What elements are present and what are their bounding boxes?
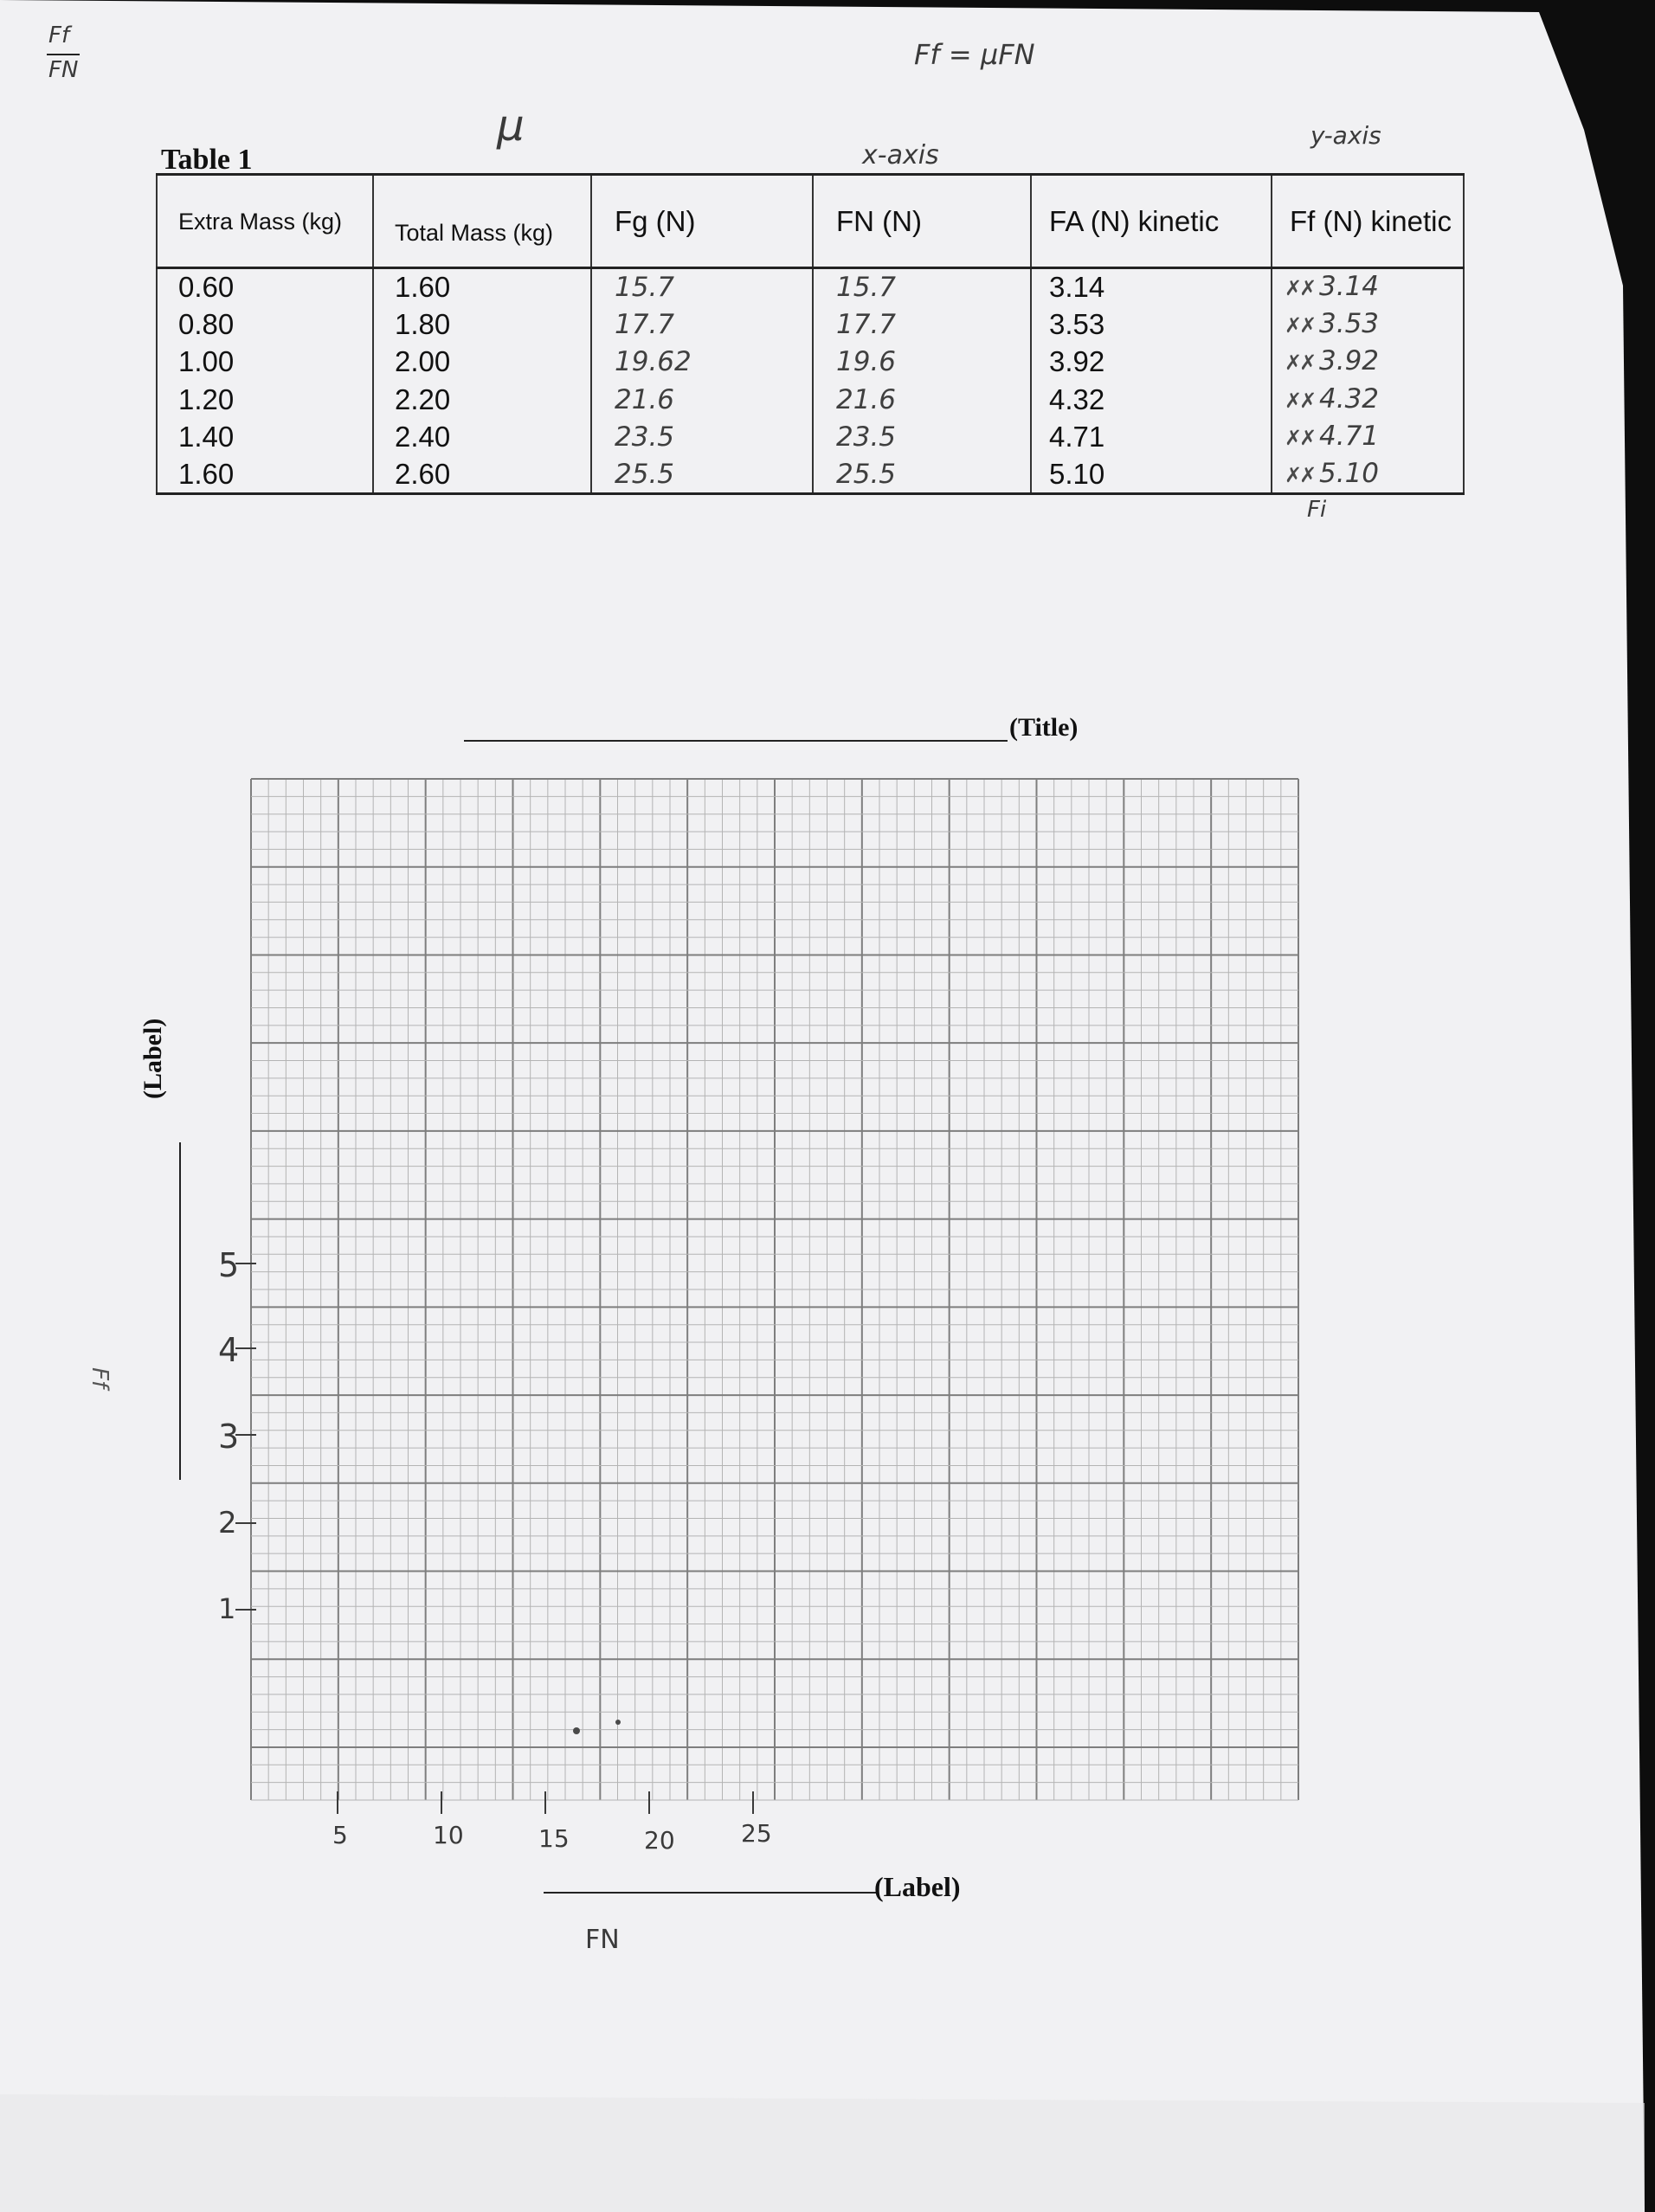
x-tick-label-15: 15 [538, 1824, 570, 1853]
y-tick-label-3: 3 [218, 1418, 240, 1456]
y-tick-label-4: 4 [218, 1331, 240, 1369]
graph-title-blank-label: (Title) [1009, 713, 1079, 742]
cell-total-mass: 1.80 [373, 305, 591, 343]
cell-extra-mass: 1.00 [157, 344, 373, 381]
crossed-out-mark: ✗✗ [1285, 276, 1315, 301]
table-row [157, 268, 1464, 306]
cell-fg: 23.5 [591, 418, 813, 455]
cell-ff-value: 3.92 [1319, 345, 1380, 377]
crossed-out-mark: ✗✗ [1285, 388, 1315, 413]
y-tick-label-2: 2 [218, 1506, 237, 1540]
y-axis-blank-line [179, 1142, 181, 1480]
cell-ff [1272, 305, 1464, 343]
cell-fg: 19.62 [591, 344, 813, 381]
cell-extra-mass: 0.80 [157, 305, 373, 343]
cell-ff-value: 4.32 [1319, 383, 1380, 415]
cell-fa: 3.92 [1031, 344, 1272, 381]
table-row [157, 456, 1464, 494]
cell-ff-value: 4.71 [1319, 420, 1380, 452]
cell-total-mass: 2.40 [373, 418, 591, 455]
cell-ff-value: 3.14 [1319, 271, 1380, 303]
x-tick-label-20: 20 [644, 1826, 675, 1855]
cell-fa: 4.71 [1031, 418, 1272, 455]
header-total-mass: Total Mass (kg) [373, 175, 591, 268]
cell-ff-value: 5.10 [1319, 457, 1380, 489]
table-row [157, 381, 1464, 418]
crossed-out-mark: ✗✗ [1285, 312, 1315, 338]
cell-total-mass: 1.60 [373, 268, 591, 306]
cell-fa: 4.32 [1031, 381, 1272, 418]
cell-fa: 3.53 [1031, 305, 1272, 343]
x-axis-blank-label: (Label) [874, 1871, 961, 1902]
header-fa-kinetic: FA (N) kinetic [1031, 175, 1272, 268]
table-row [157, 344, 1464, 381]
corner-note-fraction-bar [47, 54, 80, 55]
header-fn: FN (N) [813, 175, 1031, 268]
cell-total-mass: 2.00 [373, 344, 591, 381]
x-tick-label-25: 25 [741, 1819, 772, 1848]
cell-ff-value: 3.53 [1319, 307, 1380, 339]
cell-fa: 3.14 [1031, 268, 1272, 306]
cell-ff [1272, 456, 1464, 494]
fi-note: Fi [1307, 497, 1327, 523]
table-row [157, 305, 1464, 343]
x-tick-label-5: 5 [332, 1821, 348, 1849]
cell-fg: 25.5 [591, 456, 813, 494]
cell-fg: 15.7 [591, 268, 813, 306]
cell-extra-mass: 1.60 [157, 456, 373, 494]
y-axis-blank-label: (Label) [138, 1018, 167, 1099]
corner-note-ff: Ff [48, 23, 70, 48]
crossed-out-mark: ✗✗ [1285, 462, 1315, 487]
cell-fn: 23.5 [813, 418, 1031, 455]
cell-ff [1272, 268, 1464, 306]
cell-extra-mass: 1.40 [157, 418, 373, 455]
data-table [156, 173, 1465, 495]
friction-formula-note: Ff = μFN [914, 38, 1035, 71]
cell-fn: 25.5 [813, 456, 1031, 494]
cell-ff [1272, 418, 1464, 455]
header-extra-mass: Extra Mass (kg) [157, 175, 373, 268]
y-axis-handwritten-ff: Ff [87, 1367, 113, 1389]
x-axis-handwritten-fn: FN [585, 1925, 620, 1955]
table-header-row [157, 175, 1464, 268]
cell-fn: 17.7 [813, 305, 1031, 343]
cell-fg: 21.6 [591, 381, 813, 418]
cell-total-mass: 2.20 [373, 381, 591, 418]
corner-note-fn: FN [48, 57, 79, 83]
mu-symbol-note: μ [497, 100, 525, 151]
x-axis-note: x-axis [862, 140, 939, 170]
cell-extra-mass: 1.20 [157, 381, 373, 418]
table-row [157, 418, 1464, 455]
cell-fg: 17.7 [591, 305, 813, 343]
crossed-out-mark: ✗✗ [1285, 425, 1315, 450]
cell-ff [1272, 344, 1464, 381]
header-fg: Fg (N) [591, 175, 813, 268]
cell-total-mass: 2.60 [373, 456, 591, 494]
crossed-out-mark: ✗✗ [1285, 350, 1315, 376]
cell-fn: 19.6 [813, 344, 1031, 381]
cell-fn: 21.6 [813, 381, 1031, 418]
header-ff-kinetic: Ff (N) kinetic [1272, 175, 1464, 268]
cell-extra-mass: 0.60 [157, 268, 373, 306]
x-axis-blank-line [544, 1892, 876, 1894]
x-tick-label-10: 10 [433, 1821, 464, 1849]
cell-ff [1272, 381, 1464, 418]
y-tick-label-5: 5 [218, 1246, 240, 1284]
graph-title-blank-line [464, 740, 1008, 742]
table-title: Table 1 [161, 144, 253, 176]
y-axis-note: y-axis [1310, 121, 1381, 150]
cell-fn: 15.7 [813, 268, 1031, 306]
y-tick-label-1: 1 [218, 1592, 236, 1625]
cell-fa: 5.10 [1031, 456, 1272, 494]
